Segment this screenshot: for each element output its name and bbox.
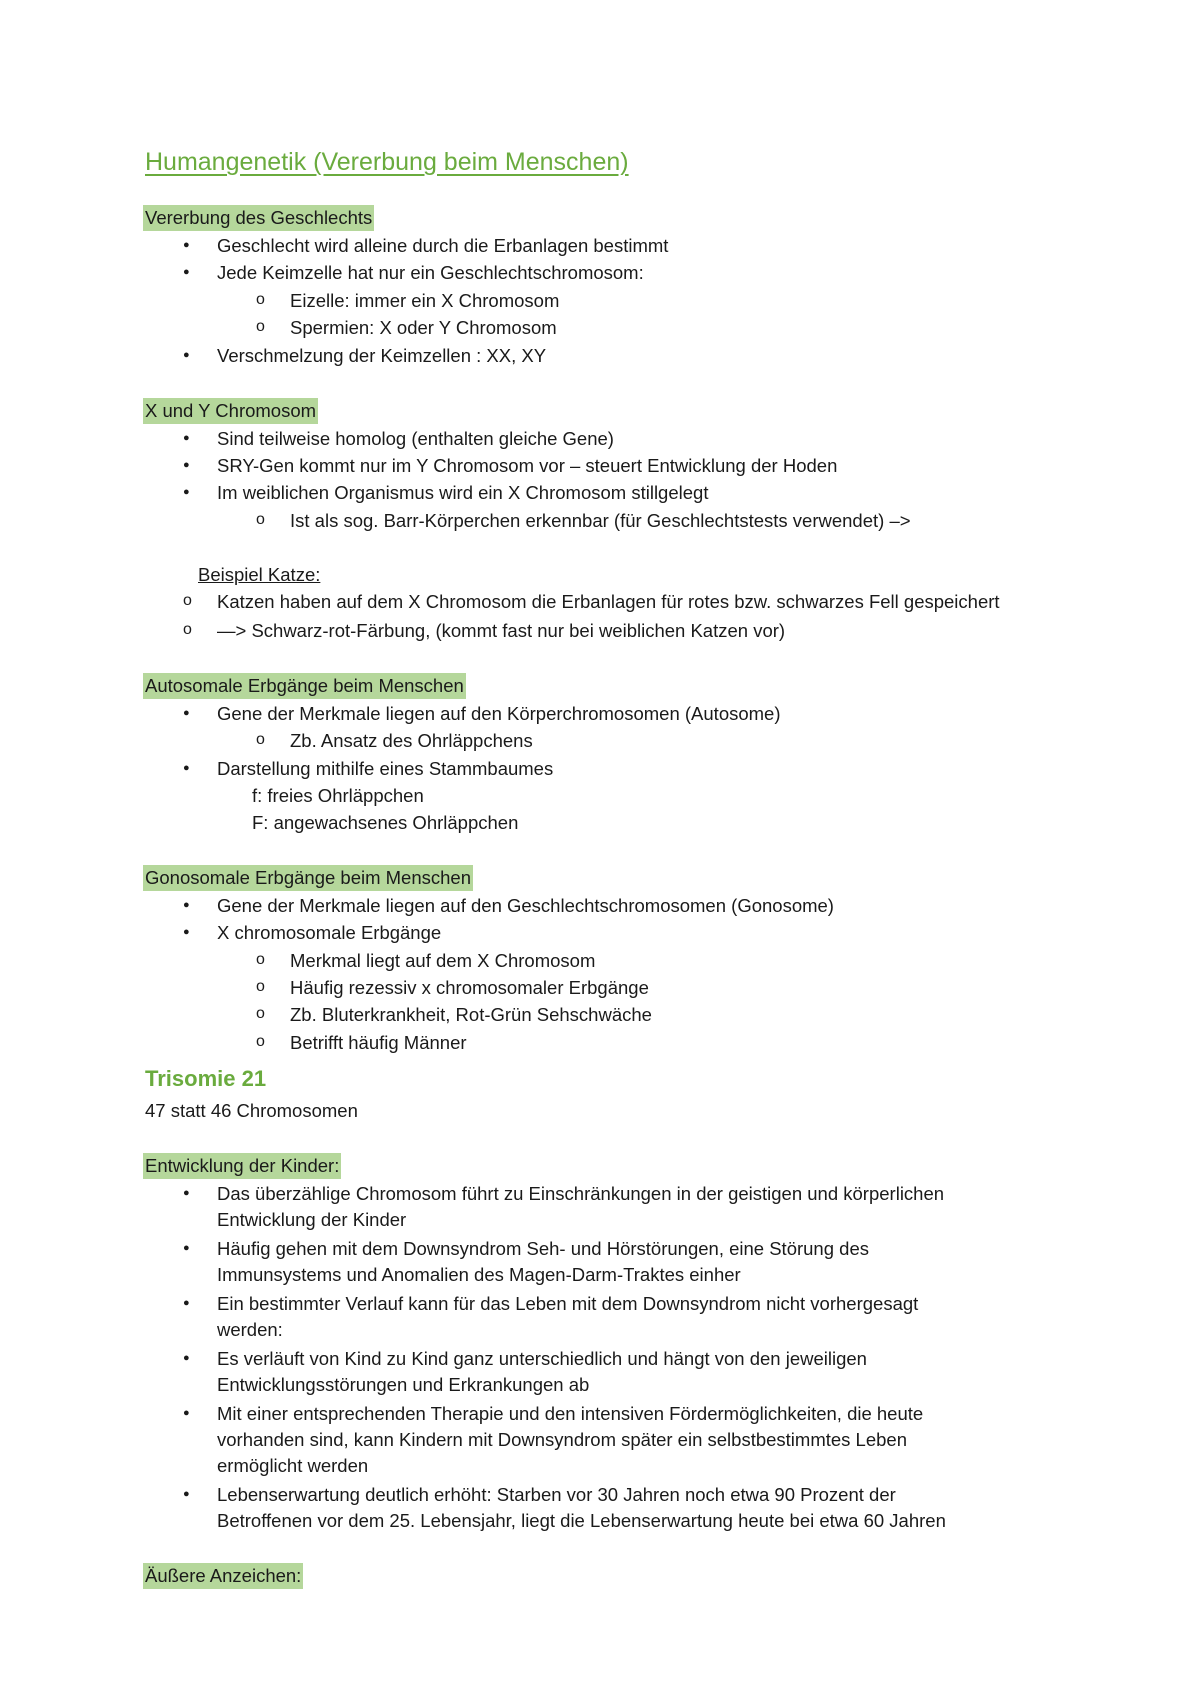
bullet-circle <box>256 287 265 313</box>
list-item: Häufig rezessiv x chromosomaler Erbgänge <box>290 977 649 998</box>
list-item: X chromosomale Erbgänge <box>217 922 442 943</box>
list-item: Darstellung mithilfe eines Stammbaumes <box>217 758 554 779</box>
bullet-disc <box>183 1480 190 1507</box>
section-heading-aeussere-anzeichen: Äußere Anzeichen: <box>143 1563 303 1589</box>
list-item-continuation: Entwicklungsstörungen und Erkrankungen ab <box>217 1374 590 1395</box>
bullet-disc <box>183 478 190 505</box>
bullet-disc <box>183 891 190 918</box>
section-heading-trisomie-21: Trisomie 21 <box>145 1066 267 1091</box>
list-item: Merkmal liegt auf dem X Chromosom <box>290 950 596 971</box>
list-item: Mit einer entsprechenden Therapie und den intensiven Fördermöglichkeiten, die heute <box>217 1403 924 1424</box>
bullet-circle <box>256 974 265 1000</box>
list-item: Häufig gehen mit dem Downsyndrom Seh- und Hörstörungen, eine Störung des <box>217 1238 869 1259</box>
bullet-circle <box>183 588 192 614</box>
section-heading-entwicklung-kinder: Entwicklung der Kinder: <box>143 1153 341 1179</box>
list-item-continuation: Entwicklung der Kinder <box>217 1209 407 1230</box>
bullet-disc <box>183 341 190 368</box>
list-item: Gene der Merkmale liegen auf den Geschlechtschromosomen (Gonosome) <box>217 895 834 916</box>
bullet-disc <box>183 699 190 726</box>
bullet-disc <box>183 1344 190 1371</box>
section-heading-vererbung-geschlecht: Vererbung des Geschlechts <box>143 205 374 231</box>
list-item: Zb. Ansatz des Ohrläppchens <box>290 730 533 751</box>
legend-line: f: freies Ohrläppchen <box>252 785 424 806</box>
list-item: Gene der Merkmale liegen auf den Körperchromosomen (Autosome) <box>217 703 781 724</box>
list-item: Sind teilweise homolog (enthalten gleiche Gene) <box>217 428 614 449</box>
list-item: Betrifft häufig Männer <box>290 1032 467 1053</box>
list-item-continuation: ermöglicht werden <box>217 1455 369 1476</box>
bullet-disc <box>183 231 190 258</box>
section-heading-x-y-chromosom: X und Y Chromosom <box>143 398 318 424</box>
list-item: Lebenserwartung deutlich erhöht: Starben vor 30 Jahren noch etwa 90 Prozent der <box>217 1484 896 1505</box>
bullet-circle <box>256 727 265 753</box>
list-item: Jede Keimzelle hat nur ein Geschlechtschromosom: <box>217 262 644 283</box>
list-item: Ein bestimmter Verlauf kann für das Leben mit dem Downsyndrom nicht vorhergesagt <box>217 1293 919 1314</box>
bullet-disc <box>183 1234 190 1261</box>
list-item: Spermien: X oder Y Chromosom <box>290 317 557 338</box>
bullet-disc <box>183 918 190 945</box>
bullet-disc <box>183 424 190 451</box>
body-text: 47 statt 46 Chromosomen <box>145 1100 358 1121</box>
bullet-circle <box>256 1001 265 1027</box>
bullet-disc <box>183 1399 190 1426</box>
list-item: SRY-Gen kommt nur im Y Chromosom vor – steuert Entwicklung der Hoden <box>217 455 838 476</box>
bullet-circle <box>256 947 265 973</box>
list-item-continuation: Betroffenen vor dem 25. Lebensjahr, liegt die Lebenserwartung heute bei etwa 60 Jahren <box>217 1510 946 1531</box>
document-title: Humangenetik (Vererbung beim Menschen) <box>145 148 629 176</box>
list-item: Eizelle: immer ein X Chromosom <box>290 290 560 311</box>
list-item: Das überzählige Chromosom führt zu Einschränkungen in der geistigen und körperlichen <box>217 1183 945 1204</box>
list-item-continuation: vorhanden sind, kann Kindern mit Downsyndrom später ein selbstbestimmtes Leben <box>217 1429 908 1450</box>
bullet-disc <box>183 1179 190 1206</box>
section-heading-autosomale-erbgaenge: Autosomale Erbgänge beim Menschen <box>143 673 466 699</box>
bullet-circle <box>256 314 265 340</box>
bullet-circle <box>256 507 265 533</box>
list-item: —> Schwarz-rot-Färbung, (kommt fast nur bei weiblichen Katzen vor) <box>217 620 786 641</box>
list-item: Zb. Bluterkrankheit, Rot-Grün Sehschwäche <box>290 1004 652 1025</box>
bullet-disc <box>183 451 190 478</box>
list-item: Ist als sog. Barr-Körperchen erkennbar (für Geschlechtstests verwendet) –> <box>290 510 911 531</box>
list-item: Verschmelzung der Keimzellen : XX, XY <box>217 345 547 366</box>
list-item-continuation: Immunsystems und Anomalien des Magen-Darm-Traktes einher <box>217 1264 741 1285</box>
bullet-disc <box>183 754 190 781</box>
list-item: Geschlecht wird alleine durch die Erbanlagen bestimmt <box>217 235 669 256</box>
example-label: Beispiel Katze: <box>198 564 321 585</box>
section-heading-gonosomale-erbgaenge: Gonosomale Erbgänge beim Menschen <box>143 865 473 891</box>
list-item: Katzen haben auf dem X Chromosom die Erbanlagen für rotes bzw. schwarzes Fell gespeichert <box>217 591 1000 612</box>
bullet-disc <box>183 258 190 285</box>
list-item: Im weiblichen Organismus wird ein X Chromosom stillgelegt <box>217 482 709 503</box>
bullet-disc <box>183 1289 190 1316</box>
list-item: Es verläuft von Kind zu Kind ganz unterschiedlich und hängt von den jeweiligen <box>217 1348 867 1369</box>
bullet-circle <box>183 617 192 643</box>
bullet-circle <box>256 1029 265 1055</box>
legend-line: F: angewachsenes Ohrläppchen <box>252 812 519 833</box>
list-item-continuation: werden: <box>217 1319 283 1340</box>
